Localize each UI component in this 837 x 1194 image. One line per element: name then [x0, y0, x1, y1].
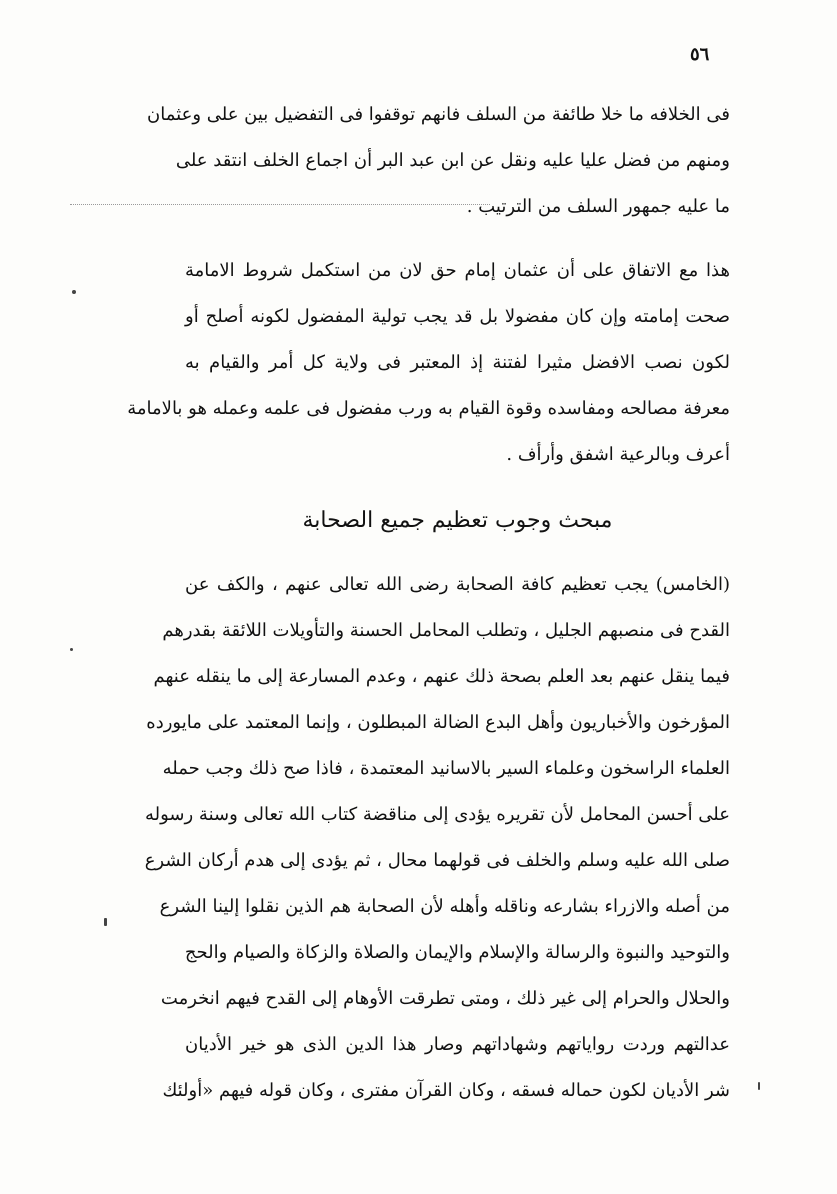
text-line: فيما ينقل عنهم بعد العلم بصحة ذلك عنهم ، وعدم المسارعة إلى ما ينقله عنهم: [153, 666, 730, 687]
text-line: المؤرخون والأخباريون وأهل البدع الضالة المبطلون ، وإنما المعتمد على مايورده: [146, 712, 730, 733]
text-line: من أصله والازراء بشارعه وناقله وأهله لأن الصحابة هم الذين نقلوا إلينا الشرع: [159, 896, 730, 917]
scan-speck: [104, 918, 107, 926]
text-line: معرفة مصالحه ومفاسده وقوة القيام به ورب مفضول فى علمه وعمله هو بالامامة: [127, 398, 730, 419]
text-line: والتوحيد والنبوة والرسالة والإسلام والإيمان والصلاة والزكاة والصيام والحج: [184, 942, 730, 963]
text-line: ومنهم من فضل عليا عليه ونقل عن ابن عبد البر أن اجماع الخلف انتقد على: [175, 150, 730, 171]
paragraph-1: [147, 92, 730, 230]
text-line: فى الخلافه ما خلا طائفة من السلف فانهم توقفوا فى التفضيل بين على وعثمان: [147, 104, 730, 125]
section-heading: مبحث وجوب تعظيم جميع الصحابة: [302, 508, 613, 533]
text-line: والحلال والحرام إلى غير ذلك ، ومتى تطرقت الأوهام إلى القدح فيهم انخرمت: [160, 988, 730, 1009]
scan-speck: [758, 1082, 760, 1090]
text-line: أعرف وبالرعية اشفق وأرأف .: [506, 444, 730, 465]
text-line: هذا مع الاتفاق على أن عثمان إمام حق لان من استكمل شروط الامامة: [185, 260, 730, 281]
text-line: صحت إمامته وإن كان مفضولا بل قد يجب تولية المفضول لكونه أصلح أو: [185, 306, 730, 327]
text-line: على أحسن المحامل لأن تقريره يؤدى إلى مناقضة كتاب الله تعالى وسنة رسوله: [145, 804, 730, 825]
scan-speck: [70, 648, 73, 651]
page-number: ٥٦: [690, 44, 710, 65]
text-line: لكون نصب الافضل مثيرا لفتنة إذ المعتبر فى ولاية كل أمر والقيام به: [185, 352, 730, 373]
paragraph-3: [144, 562, 730, 1114]
text-line: عدالتهم وردت رواياتهم وشهاداتهم وصار هذا الدين الذى هو خير الأديان: [185, 1034, 730, 1055]
scan-speck: [72, 290, 76, 294]
text-line: (الخامس) يجب تعظيم كافة الصحابة رضى الله تعالى عنهم ، والكف عن: [185, 574, 730, 595]
text-line: صلى الله عليه وسلم والخلف فى قولهما محال ، ثم يؤدى إلى هدم أركان الشرع: [144, 850, 730, 871]
text-line: ما عليه جمهور السلف من الترتيب .: [466, 196, 730, 217]
paragraph-2: [127, 248, 730, 478]
text-line: القدح فى منصبهم الجليل ، وتطلب المحامل الحسنة والتأويلات اللائقة بقدرهم: [162, 620, 730, 641]
text-line: العلماء الراسخون وعلماء السير بالاسانيد المعتمدة ، فاذا صح ذلك وجب حمله: [162, 758, 730, 779]
text-line: شر الأديان لكون حماله فسقه ، وكان القرآن مفترى ، وكان قوله فيهم «أولئك: [162, 1080, 730, 1101]
